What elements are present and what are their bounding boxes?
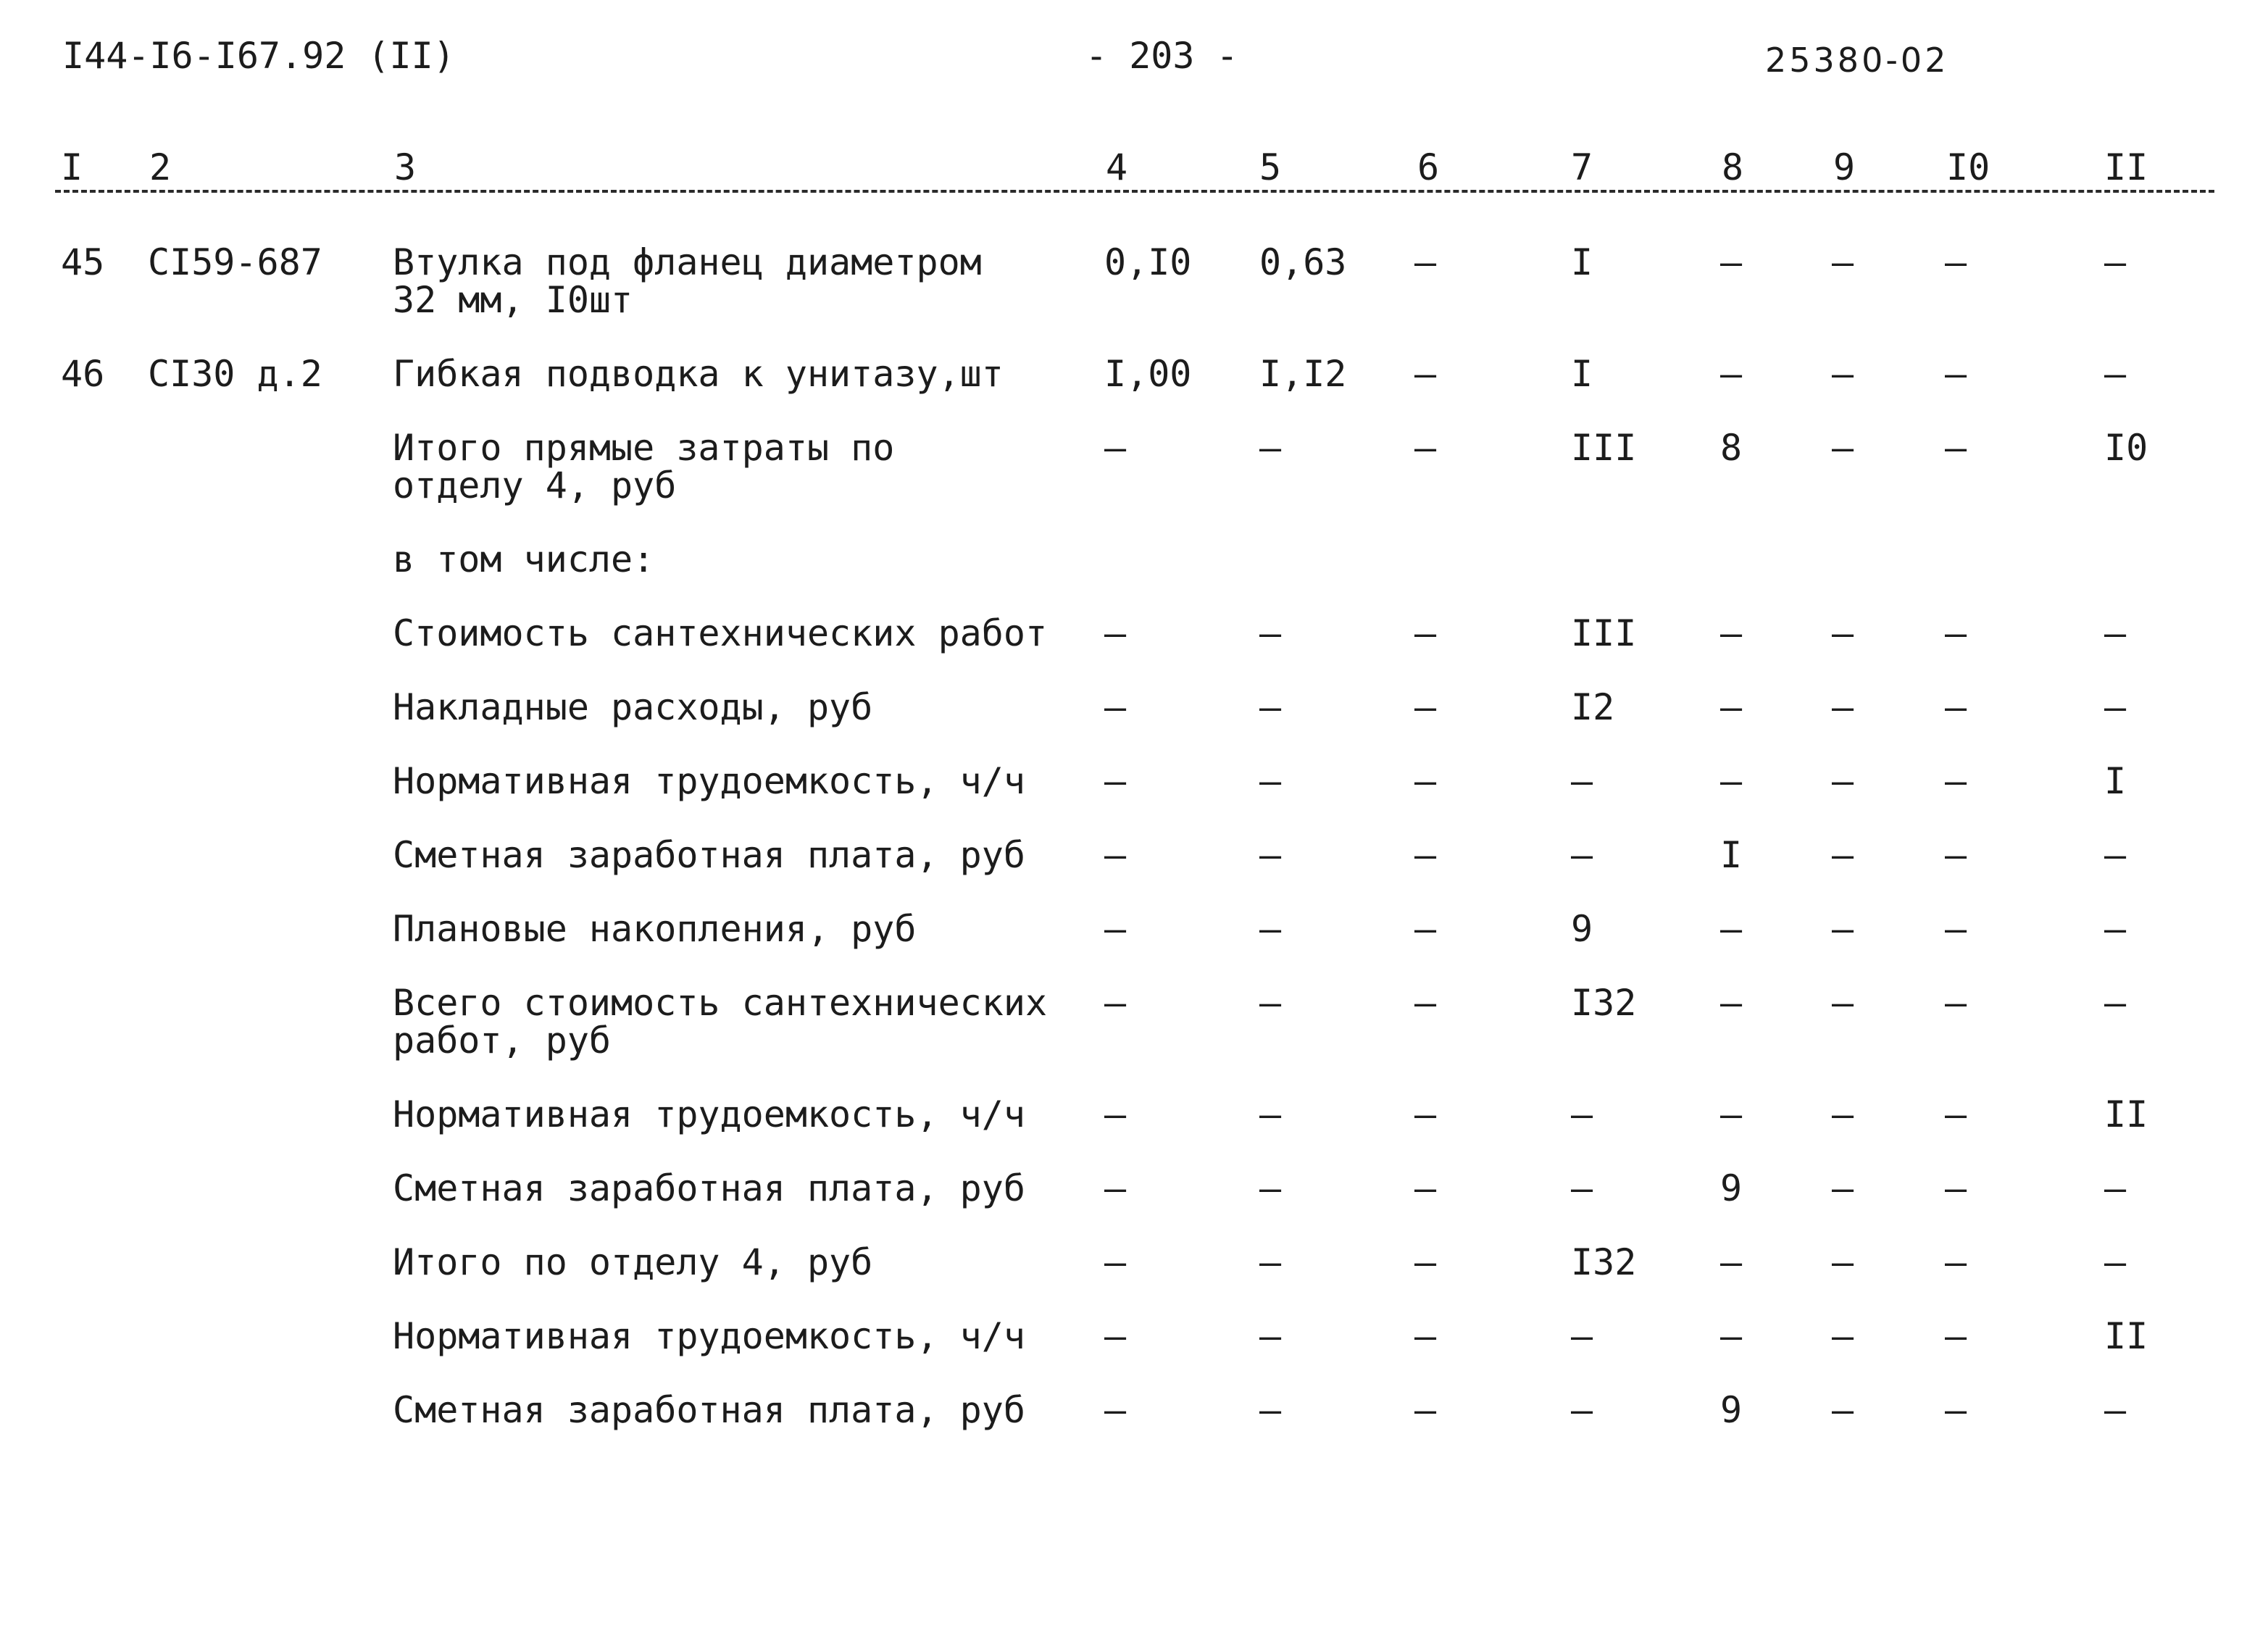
col-8-value: – [1720, 760, 1743, 802]
col-11-value: – [2104, 612, 2127, 654]
col-4-value: – [1104, 760, 1127, 802]
col-7-value: I32 [1571, 982, 1637, 1024]
col-10-value: – [1945, 908, 1967, 950]
col-6-value: – [1414, 908, 1437, 950]
column-number: I [61, 146, 83, 188]
col-4-value: – [1104, 612, 1127, 654]
col-5-value: – [1259, 834, 1282, 876]
col-9-value: – [1832, 241, 1854, 283]
col-11-value: – [2104, 908, 2127, 950]
item-code: CI30 д.2 [148, 353, 322, 395]
item-description: Стоимость сантехнических работ [393, 612, 1048, 654]
col-11-value: – [2104, 834, 2127, 876]
col-8-value: – [1720, 686, 1743, 728]
col-9-value: – [1832, 353, 1854, 395]
column-number: 9 [1833, 146, 1856, 188]
col-7-value: I [1571, 241, 1593, 283]
col-7-value: III [1571, 427, 1637, 469]
col-6-value: – [1414, 834, 1437, 876]
item-description: Сметная заработная плата, руб [393, 834, 1025, 876]
col-7-value: 9 [1571, 908, 1593, 950]
col-5-value: – [1259, 612, 1282, 654]
col-6-value: – [1414, 241, 1437, 283]
col-10-value: – [1945, 982, 1967, 1024]
col-5-value: – [1259, 1167, 1282, 1209]
col-6-value: – [1414, 353, 1437, 395]
col-11-value: II [2104, 1093, 2148, 1135]
column-number: 6 [1417, 146, 1440, 188]
col-7-value: I32 [1571, 1241, 1637, 1283]
col-11-value: – [2104, 353, 2127, 395]
col-4-value: – [1104, 1093, 1127, 1135]
col-7-value: I2 [1571, 686, 1615, 728]
col-8-value: – [1720, 982, 1743, 1024]
item-description: в том числе: [393, 538, 655, 580]
col-8-value: – [1720, 612, 1743, 654]
col-9-value: – [1832, 1167, 1854, 1209]
col-8-value: – [1720, 353, 1743, 395]
col-5-value: – [1259, 760, 1282, 802]
col-6-value: – [1414, 1315, 1437, 1357]
col-11-value: I [2104, 760, 2127, 802]
row-number: 46 [61, 353, 105, 395]
col-11-value: – [2104, 686, 2127, 728]
col-5-value: I,I2 [1259, 353, 1347, 395]
col-6-value: – [1414, 1093, 1437, 1135]
item-description: Сметная заработная плата, руб [393, 1167, 1025, 1209]
col-9-value: – [1832, 908, 1854, 950]
col-5-value: – [1259, 427, 1282, 469]
col-10-value: – [1945, 1241, 1967, 1283]
column-number: 4 [1106, 146, 1128, 188]
col-4-value: – [1104, 427, 1127, 469]
col-5-value: – [1259, 908, 1282, 950]
col-9-value: – [1832, 686, 1854, 728]
col-7-value: I [1571, 353, 1593, 395]
col-5-value: – [1259, 1389, 1282, 1431]
col-6-value: – [1414, 427, 1437, 469]
col-5-value: – [1259, 686, 1282, 728]
col-10-value: – [1945, 241, 1967, 283]
header-divider [55, 190, 2214, 193]
item-description: Гибкая подводка к унитазу,шт [393, 353, 1004, 395]
col-5-value: – [1259, 1241, 1282, 1283]
col-7-value: – [1571, 1315, 1593, 1357]
col-9-value: – [1832, 1389, 1854, 1431]
col-11-value: – [2104, 1167, 2127, 1209]
col-6-value: – [1414, 612, 1437, 654]
col-10-value: – [1945, 834, 1967, 876]
col-7-value: III [1571, 612, 1637, 654]
col-9-value: – [1832, 834, 1854, 876]
col-10-value: – [1945, 1093, 1967, 1135]
col-10-value: – [1945, 427, 1967, 469]
col-7-value: – [1571, 1093, 1593, 1135]
col-8-value: – [1720, 908, 1743, 950]
col-8-value: – [1720, 1315, 1743, 1357]
col-8-value: I [1720, 834, 1743, 876]
column-number: 8 [1722, 146, 1744, 188]
item-description: Втулка под фланец диаметром 32 мм, I0шт [393, 241, 982, 321]
col-9-value: – [1832, 1241, 1854, 1283]
column-number: 3 [394, 146, 417, 188]
item-description: Всего стоимость сантехнических работ, руб [393, 982, 1048, 1062]
col-6-value: – [1414, 760, 1437, 802]
col-7-value: – [1571, 834, 1593, 876]
item-description: Плановые накопления, руб [393, 908, 917, 950]
document-code: I44-I6-I67.92 (II) [62, 35, 455, 77]
col-6-value: – [1414, 1389, 1437, 1431]
col-8-value: – [1720, 1241, 1743, 1283]
col-6-value: – [1414, 982, 1437, 1024]
col-9-value: – [1832, 1315, 1854, 1357]
col-10-value: – [1945, 1167, 1967, 1209]
col-9-value: – [1832, 1093, 1854, 1135]
col-4-value: – [1104, 908, 1127, 950]
col-5-value: – [1259, 1315, 1282, 1357]
column-number: 2 [149, 146, 172, 188]
col-7-value: – [1571, 1167, 1593, 1209]
col-4-value: I,00 [1104, 353, 1192, 395]
col-4-value: – [1104, 834, 1127, 876]
col-10-value: – [1945, 760, 1967, 802]
col-8-value: 9 [1720, 1167, 1743, 1209]
col-8-value: 9 [1720, 1389, 1743, 1431]
archive-number: 25380-02 [1765, 41, 1949, 80]
col-10-value: – [1945, 612, 1967, 654]
col-11-value: I0 [2104, 427, 2148, 469]
col-11-value: II [2104, 1315, 2148, 1357]
col-4-value: – [1104, 1167, 1127, 1209]
col-8-value: 8 [1720, 427, 1743, 469]
item-description: Нормативная трудоемкость, ч/ч [393, 760, 1025, 802]
col-10-value: – [1945, 686, 1967, 728]
col-10-value: – [1945, 1315, 1967, 1357]
col-11-value: – [2104, 241, 2127, 283]
page-number: - 203 - [1085, 35, 1238, 77]
col-9-value: – [1832, 427, 1854, 469]
col-4-value: – [1104, 686, 1127, 728]
item-description: Итого по отделу 4, руб [393, 1241, 873, 1283]
col-6-value: – [1414, 686, 1437, 728]
col-9-value: – [1832, 982, 1854, 1024]
col-5-value: – [1259, 982, 1282, 1024]
col-11-value: – [2104, 982, 2127, 1024]
col-4-value: – [1104, 1389, 1127, 1431]
col-11-value: – [2104, 1241, 2127, 1283]
col-7-value: – [1571, 1389, 1593, 1431]
item-description: Нормативная трудоемкость, ч/ч [393, 1093, 1025, 1135]
col-6-value: – [1414, 1241, 1437, 1283]
col-4-value: 0,I0 [1104, 241, 1192, 283]
col-4-value: – [1104, 982, 1127, 1024]
col-4-value: – [1104, 1241, 1127, 1283]
col-9-value: – [1832, 612, 1854, 654]
col-4-value: – [1104, 1315, 1127, 1357]
col-5-value: 0,63 [1259, 241, 1347, 283]
item-description: Итого прямые затраты по отделу 4, руб [393, 427, 895, 506]
column-number: II [2104, 146, 2148, 188]
item-description: Сметная заработная плата, руб [393, 1389, 1025, 1431]
column-number: I0 [1946, 146, 1990, 188]
col-10-value: – [1945, 353, 1967, 395]
col-8-value: – [1720, 1093, 1743, 1135]
column-number: 5 [1259, 146, 1282, 188]
col-6-value: – [1414, 1167, 1437, 1209]
column-number: 7 [1571, 146, 1593, 188]
col-7-value: – [1571, 760, 1593, 802]
col-11-value: – [2104, 1389, 2127, 1431]
item-description: Нормативная трудоемкость, ч/ч [393, 1315, 1025, 1357]
col-5-value: – [1259, 1093, 1282, 1135]
col-8-value: – [1720, 241, 1743, 283]
col-10-value: – [1945, 1389, 1967, 1431]
item-description: Накладные расходы, руб [393, 686, 873, 728]
item-code: CI59-687 [148, 241, 322, 283]
col-9-value: – [1832, 760, 1854, 802]
row-number: 45 [61, 241, 105, 283]
